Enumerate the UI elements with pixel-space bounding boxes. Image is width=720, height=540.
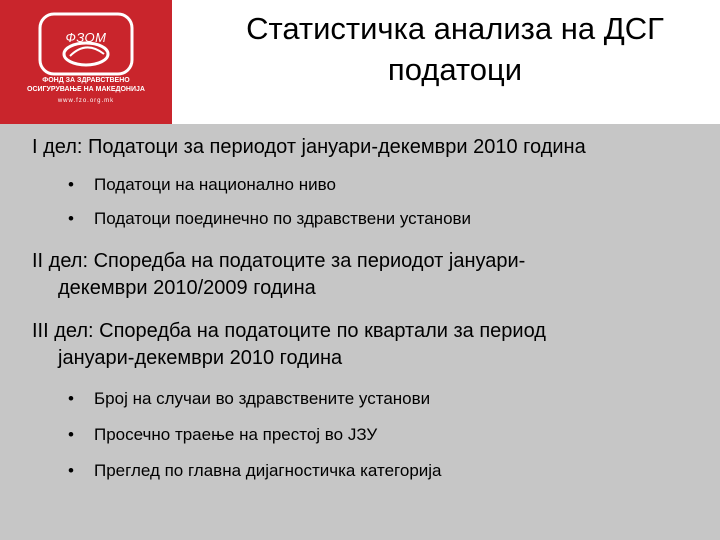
bullet-dot: • bbox=[68, 389, 74, 408]
logo-url: www.fzo.org.mk bbox=[57, 98, 115, 104]
bullet-text: Податоци поединечно по здравствени установи bbox=[94, 209, 472, 228]
bullet-text: Преглед по главна дијагностичка категорија bbox=[94, 461, 442, 480]
section-3-bullet-2 bbox=[68, 424, 708, 446]
logo-emblem-icon bbox=[0, 0, 172, 124]
section-1-bullet-2 bbox=[68, 208, 708, 230]
bullet-dot: • bbox=[68, 425, 74, 444]
section-1-bullet-1 bbox=[68, 174, 708, 196]
bullet-dot: • bbox=[68, 209, 74, 228]
logo-org-name-line1: ФОНД ЗА ЗДРАВСТВЕНО bbox=[42, 77, 130, 84]
slide-title bbox=[190, 8, 720, 90]
section-2-heading-line1: II дел: Споредба на податоците за периодот јануари- bbox=[32, 250, 526, 272]
header bbox=[0, 0, 720, 124]
section-2-heading bbox=[32, 248, 712, 302]
bullet-text: Број на случаи во здравствените установи bbox=[94, 389, 431, 408]
section-3-heading-line1: III дел: Споредба на податоците по квартали за период bbox=[32, 320, 546, 342]
bullet-dot: • bbox=[68, 175, 74, 194]
bullet-text: Податоци на национално ниво bbox=[94, 175, 336, 194]
slide-title-line1: Статистичка анализа на ДСГ bbox=[246, 11, 664, 46]
logo-abbreviation: ФЗОМ bbox=[65, 30, 107, 45]
slide-title-line2: податоци bbox=[387, 52, 523, 87]
logo-org-name-line2: ОСИГУРУВАЊЕ НА МАКЕДОНИЈА bbox=[27, 86, 145, 93]
bullet-text: Просечно траење на престој во ЈЗУ bbox=[94, 425, 378, 444]
bullet-dot: • bbox=[68, 461, 74, 480]
section-3-heading bbox=[32, 318, 712, 372]
section-3-bullet-1 bbox=[68, 388, 708, 410]
section-1-heading: I дел: Податоци за периодот јануари-декември 2010 година bbox=[32, 136, 586, 158]
section-3-heading-line2: јануари-декември 2010 година bbox=[58, 347, 343, 369]
logo-panel bbox=[0, 0, 172, 124]
section-2-heading-line2: декември 2010/2009 година bbox=[58, 277, 316, 299]
section-3-bullet-3 bbox=[68, 460, 708, 482]
